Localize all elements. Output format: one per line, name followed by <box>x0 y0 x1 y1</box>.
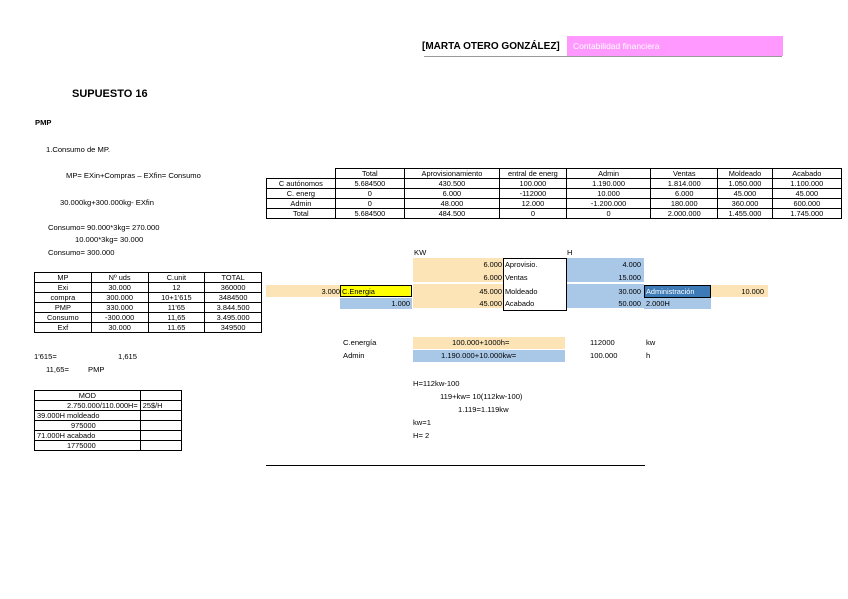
table-cell: -112000 <box>499 189 566 199</box>
table-cell: 0 <box>566 209 650 219</box>
table-header: Nº uds <box>91 273 148 283</box>
equation-label: Admin <box>343 351 365 360</box>
table-cell: Consumo <box>35 313 92 323</box>
table-row <box>267 209 842 219</box>
table-cell: -1.200.000 <box>566 199 650 209</box>
table-cell: 11'65 <box>148 303 205 313</box>
center-label: Acabado <box>505 299 535 308</box>
table-cell: 12 <box>148 283 205 293</box>
table-header: Moldeado <box>718 169 772 179</box>
table-header: Admin <box>566 169 650 179</box>
table-row <box>35 313 262 323</box>
table-header: TOTAL <box>205 273 262 283</box>
table-cell: 1.190.000 <box>566 179 650 189</box>
cenergia-label: C.Energia <box>342 287 375 296</box>
table-row <box>35 421 182 431</box>
solution-line: kw=1 <box>413 418 431 427</box>
table-cell: 6.000 <box>651 189 718 199</box>
table-cell: -300.000 <box>91 313 148 323</box>
equation-unit: kw <box>646 338 656 347</box>
table-cell <box>140 441 181 451</box>
table-cell: 12.000 <box>499 199 566 209</box>
table-row <box>35 283 262 293</box>
formula-line-2: 30.000kg+300.000kg- EXfin <box>60 198 154 207</box>
h-value: 50.000 <box>618 299 641 308</box>
calc-pmp-label: PMP <box>88 365 105 374</box>
table-cell: 11.65 <box>148 323 205 333</box>
center-label: Moldeado <box>505 287 538 296</box>
table-cell: 2.000.000 <box>651 209 718 219</box>
table-cell: 71.000H acabado <box>35 431 141 441</box>
kw-value: 45.000 <box>479 299 502 308</box>
table-header: Aprovisionamiento <box>405 169 500 179</box>
table-cell: 3.495.000 <box>205 313 262 323</box>
center-label: Ventas <box>505 273 528 282</box>
mod-table <box>34 390 182 451</box>
table-cell: 360.000 <box>718 199 772 209</box>
table-cell: 25$/H <box>140 401 181 411</box>
table-cell: Admin <box>267 199 336 209</box>
formula-line-1: MP= EXin+Compras – EXfin= Consumo <box>66 171 201 180</box>
author-name: [MARTA OTERO GONZÁLEZ] <box>422 41 560 52</box>
admin-label: Administración <box>646 287 695 296</box>
table-cell: 2.750.000/110.000H= <box>35 401 141 411</box>
mp-table <box>34 272 262 333</box>
table-cell: 1.050.000 <box>718 179 772 189</box>
table-header <box>267 169 336 179</box>
h-value: 30.000 <box>618 287 641 296</box>
equation-value: 112000 <box>590 338 615 347</box>
subject-label: Contabilidad financiera <box>573 41 660 51</box>
table-row <box>267 199 842 209</box>
table-header: Acabado <box>772 169 841 179</box>
table-cell: 6.000 <box>405 189 500 199</box>
table-cell: 300.000 <box>91 293 148 303</box>
table-cell: 0 <box>335 189 404 199</box>
table-cell: 360000 <box>205 283 262 293</box>
equation-value: 100.000 <box>590 351 618 360</box>
consumo-line-1: Consumo= 90.000*3kg= 270.000 <box>48 223 160 232</box>
table-cell: 349500 <box>205 323 262 333</box>
table-cell: 1.455.000 <box>718 209 772 219</box>
solution-line: 119+kw= 10(112kw-100) <box>440 392 523 401</box>
kw-value: 6.000 <box>483 273 502 282</box>
table-cell: 430.500 <box>405 179 500 189</box>
table-cell: 39.000H moldeado <box>35 411 141 421</box>
consumo-line-2: 10.000*3kg= 30.000 <box>75 235 144 244</box>
table-cell <box>140 431 181 441</box>
table-cell: 0 <box>335 199 404 209</box>
cenergia-sub-value: 1.000 <box>391 299 410 308</box>
table-row <box>35 401 182 411</box>
table-cell: 30.000 <box>91 323 148 333</box>
table-row <box>35 431 182 441</box>
table-cell: 10.000 <box>566 189 650 199</box>
table-header: MP <box>35 273 92 283</box>
table-cell: 5.684500 <box>335 179 404 189</box>
kw-value: 6.000 <box>483 260 502 269</box>
table-row <box>35 323 262 333</box>
admin-sub-value: 2.000H <box>646 299 670 308</box>
consumo-line-3: Consumo= 300.000 <box>48 248 115 257</box>
table-row <box>35 293 262 303</box>
table-cell: 30.000 <box>91 283 148 293</box>
solution-line: H= 2 <box>413 431 430 440</box>
table-cell: 180.000 <box>651 199 718 209</box>
table-cell: 1775000 <box>35 441 141 451</box>
center-label: Aprovisio. <box>505 260 538 269</box>
subject-badge <box>567 36 783 56</box>
equation-formula: 1.190.000+10.000kw= <box>441 351 517 360</box>
table-cell: 330.000 <box>91 303 148 313</box>
table-cell <box>140 391 181 401</box>
admin-value: 10.000 <box>741 287 764 296</box>
equation-label: C.energía <box>343 338 377 347</box>
calc-1165-label: 11,65= <box>46 365 69 374</box>
bottom-rule <box>266 465 645 466</box>
table-cell: PMP <box>35 303 92 313</box>
distribution-table <box>266 168 842 219</box>
table-cell: 100.000 <box>499 179 566 189</box>
table-row <box>267 179 842 189</box>
table-cell: 45.000 <box>772 189 841 199</box>
table-cell: 1.814.000 <box>651 179 718 189</box>
kw-label: KW <box>414 248 427 257</box>
page-title: SUPUESTO 16 <box>72 88 148 100</box>
equation-formula: 100.000+1000h= <box>452 338 510 347</box>
calc-1615-value: 1,615 <box>118 352 138 361</box>
table-cell: 975000 <box>35 421 141 431</box>
table-cell: C. energ <box>267 189 336 199</box>
h-value: 4.000 <box>622 260 641 269</box>
table-cell: 1.100.000 <box>772 179 841 189</box>
table-cell: 600.000 <box>772 199 841 209</box>
table-row <box>267 189 842 199</box>
table-cell: C autónomos <box>267 179 336 189</box>
table-cell: 48.000 <box>405 199 500 209</box>
table-cell <box>140 411 181 421</box>
table-cell: 3484500 <box>205 293 262 303</box>
table-cell: 3.844.500 <box>205 303 262 313</box>
table-header: Ventas <box>651 169 718 179</box>
table-header: entral de energ <box>499 169 566 179</box>
table-row <box>35 303 262 313</box>
table-cell: 10+1'615 <box>148 293 205 303</box>
table-cell: 484.500 <box>405 209 500 219</box>
table-cell: 45.000 <box>718 189 772 199</box>
table-cell: 11,65 <box>148 313 205 323</box>
table-cell: 5.684500 <box>335 209 404 219</box>
header-rule <box>424 56 782 57</box>
table-cell: 1.745.000 <box>772 209 841 219</box>
h-label: H <box>567 248 573 257</box>
pmp-heading: PMP <box>35 118 52 127</box>
table-cell: Exi <box>35 283 92 293</box>
table-header: C.unit <box>148 273 205 283</box>
h-value: 15.000 <box>618 273 641 282</box>
calc-1615-label: 1'615= <box>34 352 57 361</box>
cenergia-value: 3.000 <box>321 287 340 296</box>
table-cell: Exf <box>35 323 92 333</box>
table-header: Total <box>335 169 404 179</box>
table-row <box>35 411 182 421</box>
table-cell: 0 <box>499 209 566 219</box>
table-row <box>35 441 182 451</box>
table-header: MOD <box>35 391 141 401</box>
kw-value: 45.000 <box>479 287 502 296</box>
table-cell <box>140 421 181 431</box>
table-cell: compra <box>35 293 92 303</box>
solution-line: 1.119=1.119kw <box>458 405 509 414</box>
solution-line: H=112kw-100 <box>413 379 460 388</box>
table-cell: Total <box>267 209 336 219</box>
equation-unit: h <box>646 351 651 360</box>
section-heading: 1.Consumo de MP. <box>46 145 111 154</box>
